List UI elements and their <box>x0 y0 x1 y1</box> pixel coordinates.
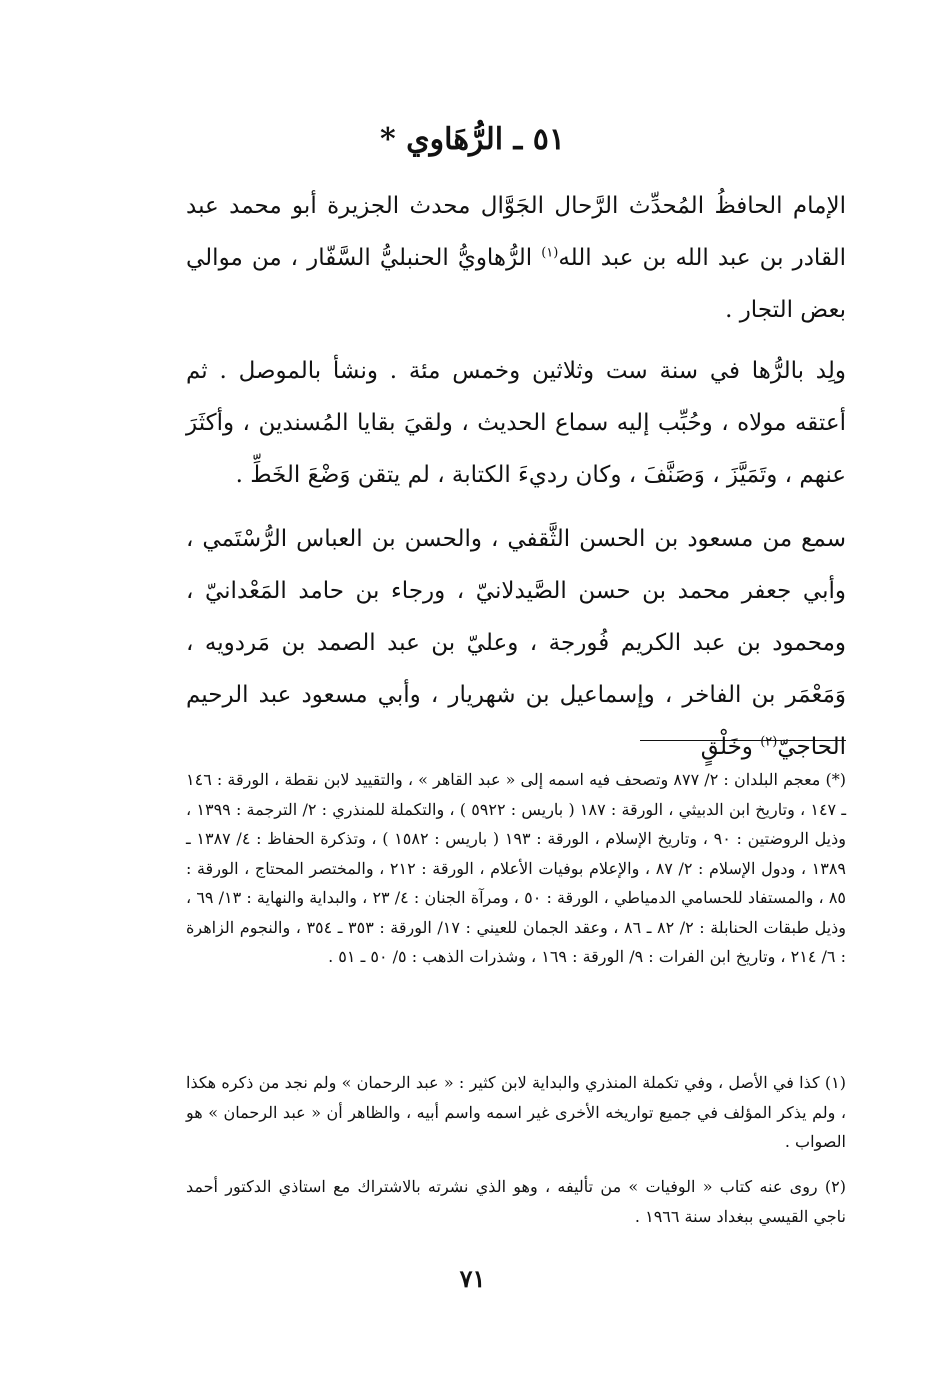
paragraph-birth: ولِد بالرُّها في سنة ست وثلاثين وخمس مئة . ونشأ بالموصل . ثم أعتقه مولاه ، وحُبِّب إليه سماع الحديث ، ولقيَ بقايا المُسندين ، وأكثَرَ عنهم ، وتَمَيَّزَ ، وَصَنَّفَ ، وكان رديءَ الكتابة ، لم يتقن وَضْعَ الخَطِّ . <box>186 358 846 488</box>
page-number: ٧١ <box>459 1264 486 1293</box>
footnote-1: (١) كذا في الأصل ، وفي تكملة المنذري والبداية لابن كثير : « عبد الرحمان » ولم نجد من ذكره هكذا ، ولم يذكر المؤلف في جميع تواريخه الأخرى غير اسمه واسم أبيه ، والظاهر أن « عبد الرحمان » هو الصواب . <box>186 1073 847 1151</box>
footnote-ref-2: (٢) <box>760 734 778 750</box>
paragraph-intro-text-a: الإمام الحافظُ المُحدِّث الرَّحال الجَوَّال محدث الجزيرة أبو محمد عبد القادر بن عبد الله بن عبد الله <box>186 193 846 271</box>
paragraph-intro <box>186 180 846 336</box>
paragraph-intro-text-b: الرُّهاويُّ الحنبليُّ السَّفّار ، من موالي بعض التجار . <box>186 245 846 323</box>
footnote-ref-1: (١) <box>541 245 559 261</box>
footnote-sources: (*) معجم البلدان : ٢/ ٨٧٧ وتصحف فيه اسمه إلى « عبد القاهر » ، والتقييد لابن نقطة ، الورقة : ١٤٦ ـ ١٤٧ ، وتاريخ ابن الدبيثي ، الورقة : ١٨٧ ( باريس : ٥٩٢٢ ) ، والتكملة للمنذري : ٢/ الترجمة : ١٣٩٩ ، وذيل الروضتين : ٩٠ ، وتاريخ الإسلام ، الورقة : ١٩٣ ( باريس : ١٥٨٢ ) ، وتذكرة الحفاظ : ٤/ ١٣٨٧ ـ ١٣٨٩ ، ودول الإسلام : ٢/ ٨٧ ، والإعلام بوفيات الأعلام ، الورقة : ٢١٢ ، والمختصر المحتاج ، الورقة : ٨٥ ، والمستفاد للحسامي الدمياطي ، الورقة : ٥٠ ، ومرآة الجنان : ٤/ ٢٣ ، والبداية والنهاية : ١٣/ ٦٩ ، وذيل طبقات الحنابلة : ٢/ ٨٢ ـ ٨٦ ، وعقد الجمان للعيني : ١٧/ الورقة : ٣٥٣ ـ ٣٥٤ ، والنجوم الزاهرة : ٦/ ٢١٤ ، وتاريخ ابن الفرات : ٩/ الورقة : ١٦٩ ، وشذرات الذهب : ٥/ ٥٠ ـ ٥١ . <box>186 770 847 966</box>
entry-title: ٥١ ـ الرُّهَاوي * <box>379 122 565 157</box>
paragraph-teachers <box>186 513 846 773</box>
paragraph-teachers-text-b: وخَلْقٍ <box>700 734 761 760</box>
paragraph-teachers-text-a: سمع من مسعود بن الحسن الثَّقفي ، والحسن بن العباس الرُّسْتَمي ، وأبي جعفر محمد بن حسن الصَّيدلانيّ ، ورجاء بن حامد المَعْدانيّ ، ومحمود بن عبد الكريم فُورجة ، وعليّ بن عبد الصمد بن مَردويه ، وَمَعْمَر بن الفاخر ، وإسماعيل بن شهريار ، وأبي مسعود عبد الرحيم الحاجيّ <box>186 526 846 760</box>
footnote-divider <box>640 740 846 741</box>
footnote-2: (٢) روى عنه كتاب « الوفيات » من تأليفه ، وهو الذي نشرته بالاشتراك مع استاذي الدكتور أحمد ناجي القيسي ببغداد سنة ١٩٦٦ . <box>186 1177 846 1226</box>
